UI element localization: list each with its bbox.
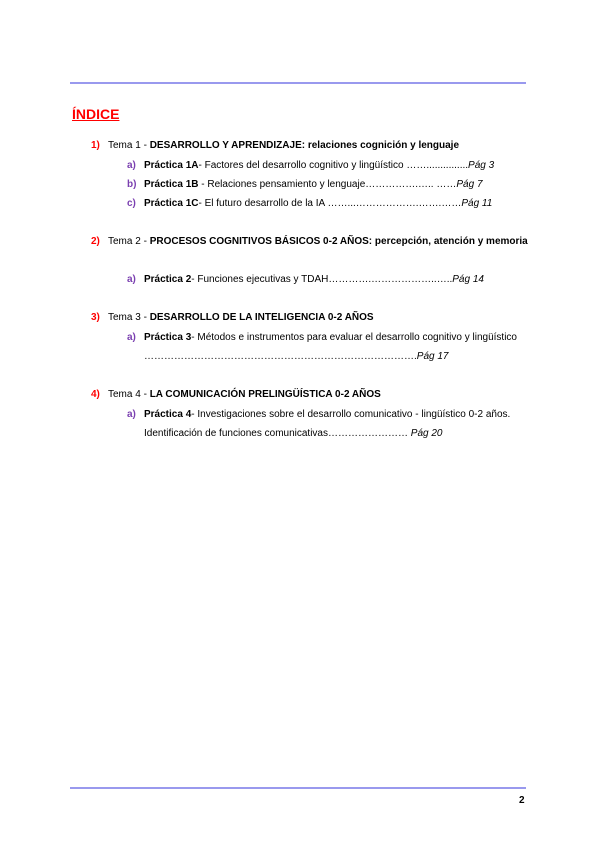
top-divider — [70, 82, 526, 84]
practica-label: Práctica 1B — [144, 179, 199, 190]
tema-4 — [91, 385, 531, 404]
item-letter: a) — [127, 409, 136, 420]
practica-label: Práctica 1A — [144, 160, 199, 171]
tema-number: 1) — [91, 140, 100, 151]
page-reference: Pág 7 — [456, 179, 483, 190]
item-letter: a) — [127, 160, 136, 171]
bottom-divider — [70, 787, 526, 789]
index-title: ÍNDICE — [72, 106, 120, 122]
tema-subject: DESARROLLO DE LA INTELIGENCIA 0-2 AÑOS — [149, 312, 374, 323]
practica-description: - El futuro desarrollo de la IA ……...……………….…….…… — [198, 198, 462, 209]
item-letter: c) — [127, 198, 136, 209]
practica-label: Práctica 1C — [144, 198, 199, 209]
practica-description: - Métodos e instrumentos para evaluar el desarrollo cognitivo y lingüístico ………………………………………………………………………. — [144, 332, 517, 362]
page-reference: Pág 20 — [410, 428, 443, 439]
tema-prefix: Tema 2 - — [108, 236, 150, 247]
practica-label: Práctica 3 — [144, 332, 192, 343]
tema-number: 3) — [91, 312, 100, 323]
tema-prefix: Tema 3 - — [108, 312, 150, 323]
tema-3 — [91, 308, 531, 327]
practica-4[interactable] — [127, 405, 527, 443]
practica-1c[interactable] — [127, 194, 527, 213]
tema-1 — [91, 136, 531, 155]
practica-label: Práctica 4 — [144, 409, 192, 420]
practica-description: - Factores del desarrollo cognitivo y lingüístico ……............... — [198, 160, 469, 171]
tema-subject: LA COMUNICACIÓN PRELINGÜÍSTICA 0-2 AÑOS — [149, 389, 381, 400]
page-number: 2 — [519, 795, 525, 806]
practica-2[interactable] — [127, 270, 527, 289]
practica-label: Práctica 2 — [144, 274, 192, 285]
item-letter: a) — [127, 332, 136, 343]
practica-3[interactable] — [127, 328, 527, 366]
page-reference: Pág 11 — [461, 198, 493, 209]
tema-prefix: Tema 1 - — [108, 140, 150, 151]
practica-description: - Investigaciones sobre el desarrollo comunicativo - lingüístico 0-2 años. Identificación de funciones comunicativas…………………… — [144, 409, 511, 439]
tema-subject: PROCESOS COGNITIVOS BÁSICOS 0-2 AÑOS: percepción, atención y memoria — [149, 236, 528, 247]
page-reference: Pág 14 — [452, 274, 484, 285]
tema-number: 2) — [91, 236, 100, 247]
item-letter: a) — [127, 274, 136, 285]
page-reference: Pág 3 — [468, 160, 495, 171]
practica-description: - Funciones ejecutivas y TDAH………….………………..….. — [191, 274, 453, 285]
page-reference: Pág 17 — [416, 351, 449, 362]
tema-prefix: Tema 4 - — [108, 389, 150, 400]
practica-1b[interactable] — [127, 175, 527, 194]
practica-1a[interactable] — [127, 156, 527, 175]
item-letter: b) — [127, 179, 137, 190]
tema-subject: DESARROLLO Y APRENDIZAJE: relaciones cognición y lenguaje — [149, 140, 460, 151]
practica-description: - Relaciones pensamiento y lenguaje…………….….. …… — [198, 179, 457, 190]
tema-number: 4) — [91, 389, 100, 400]
tema-2 — [91, 232, 531, 251]
